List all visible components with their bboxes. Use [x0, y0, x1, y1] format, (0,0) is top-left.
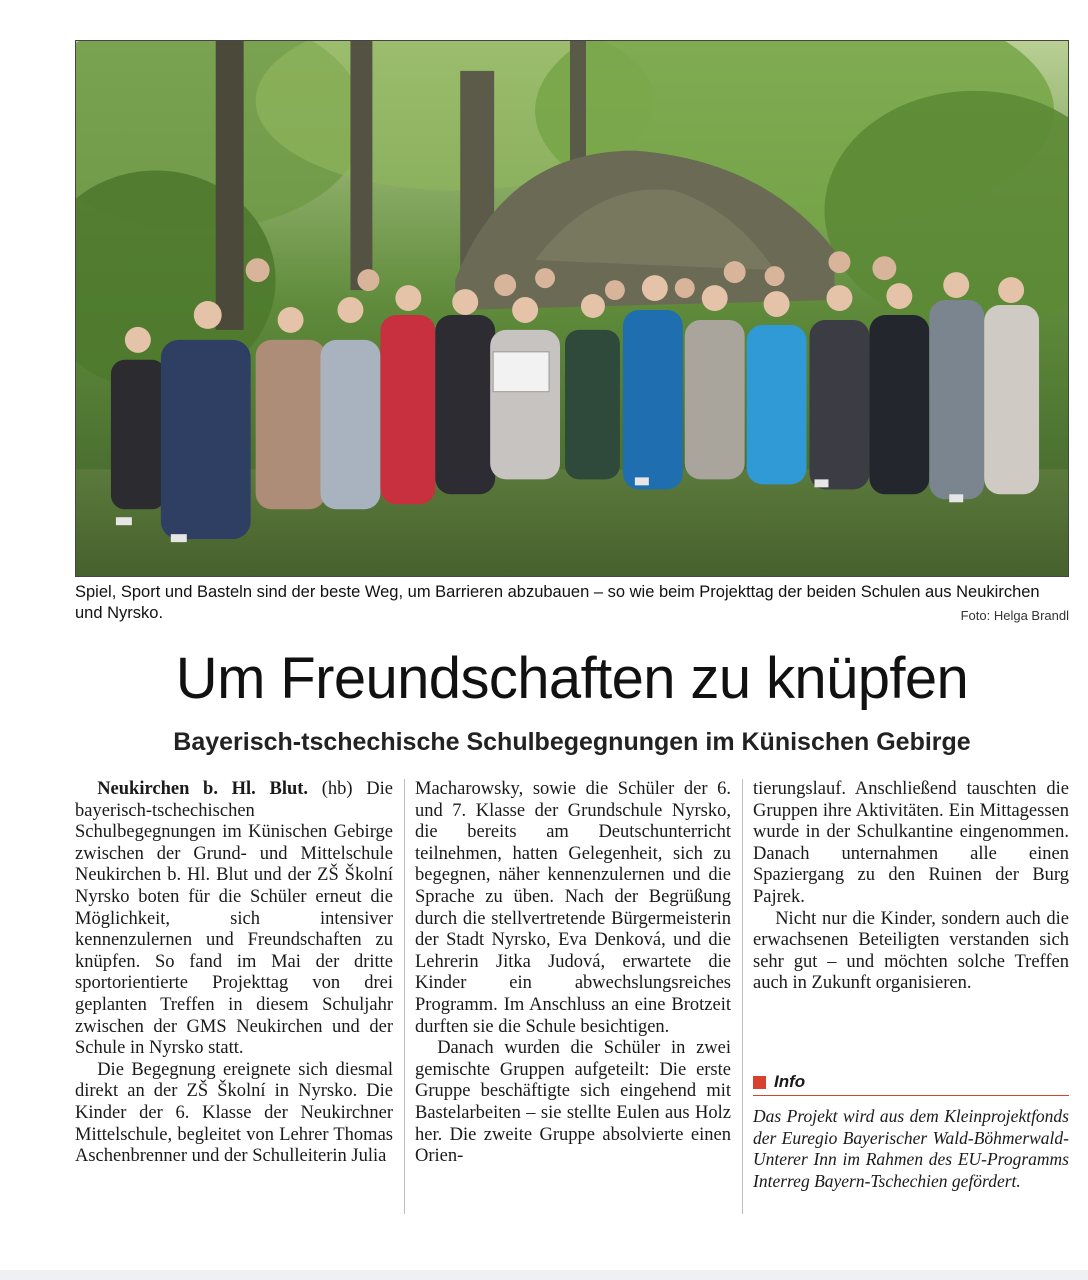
byline: (hb) [321, 779, 353, 799]
article-column-3 [753, 779, 1069, 995]
info-box-text: Das Projekt wird aus dem Kleinprojektfonds der Euregio Bayerischer Wald-Böhmerwald-Unterer Inn im Rahmen des EU-Programms Interreg Bayern-Tschechien gefördert. [753, 1106, 1069, 1191]
paragraph-text: Macharowsky, sowie die Schüler der 6. und 7. Klasse der Grundschule Nyrsko, die bereits am Deutschunterricht teilnehmen, hatten Gelegenheit, sich zu begegnen, näher kennenzulernen und die Sprache zu üben. Nach der Begrüßung durch die stellvertretende Bürgermeisterin der Stadt Nyrsko, Eva Denková, und die Lehrerin Jitka Judová, erwartete die Kinder ein abwechslungsreiches Programm. Im Anschluss an eine Brotzeit durften sie die Schule besichtigen. [415, 779, 731, 1037]
article-column-2 [415, 779, 731, 1168]
photo-credit: Foto: Helga Brandl [960, 608, 1069, 623]
subheadline: Bayerisch-tschechische Schulbegegnungen im Künischen Gebirge [173, 728, 971, 756]
info-box-heading [753, 1071, 1069, 1096]
paragraph-text: Danach wurden die Schüler in zwei gemischte Gruppen aufgeteilt: Die erste Gruppe beschäftigte sich eingehend mit Bastelarbeiten – sie stellte Eulen aus Holz her. Die zweite Gruppe absolvierte einen Orien- [415, 1038, 731, 1167]
page-bottom-bar [0, 1270, 1088, 1280]
paragraph-text: Die bayerisch-tschechischen Schulbegegnungen im Künischen Gebirge zwischen der Grund- und Mittelschule Neukirchen b. Hl. Blut und der ZŠ Školní Nyrsko boten für die Schüler erneut die Möglichkeit, sich intensiver kennenzulernen und Freundschaften zu knüpfen. So fand im Mai der dritte sportorientierte Projekttag von drei geplanten Treffen in diesem Schuljahr zwischen der GMS Neukirchen und der Schule in Nyrsko statt. [75, 779, 394, 1059]
article-photo [75, 40, 1069, 577]
info-heading-label: Info [774, 1072, 806, 1091]
headline: Um Freundschaften zu knüpfen [175, 646, 969, 711]
paragraph-text: Nicht nur die Kinder, sondern auch die erwachsenen Beteiligten verstanden sich sehr gut – und möchten solche Treffen auch in Zukunft organisieren. [753, 908, 1069, 994]
column-divider [404, 779, 405, 1214]
dateline: Neukirchen b. Hl. Blut. [97, 779, 309, 799]
square-icon [753, 1076, 766, 1089]
article-column-1 [75, 779, 393, 1168]
column-divider [742, 779, 743, 1214]
paragraph-text: Die Begegnung ereignete sich diesmal direkt an der ZŠ Školní in Nyrsko. Die Kinder der 6. Klasse der Neukirchner Mittelschule, begleitet von Lehrer Thomas Aschenbrenner und der Schulleiterin Julia [75, 1059, 393, 1167]
photo-caption: Spiel, Sport und Basteln sind der beste Weg, um Barrieren abzubauen – so wie beim Projekttag der beiden Schulen aus Neukirchen und Nyrsko. [75, 583, 1040, 622]
paragraph-intro [75, 779, 393, 1060]
group-photo-forest [76, 41, 1068, 576]
paragraph-text: tierungslauf. Anschließend tauschten die Gruppen ihre Aktivitäten. Ein Mittagessen wurde in der Schulkantine eingenommen. Danach unternahmen alle einen Spaziergang zu den Ruinen der Burg Pajrek. [753, 779, 1069, 907]
